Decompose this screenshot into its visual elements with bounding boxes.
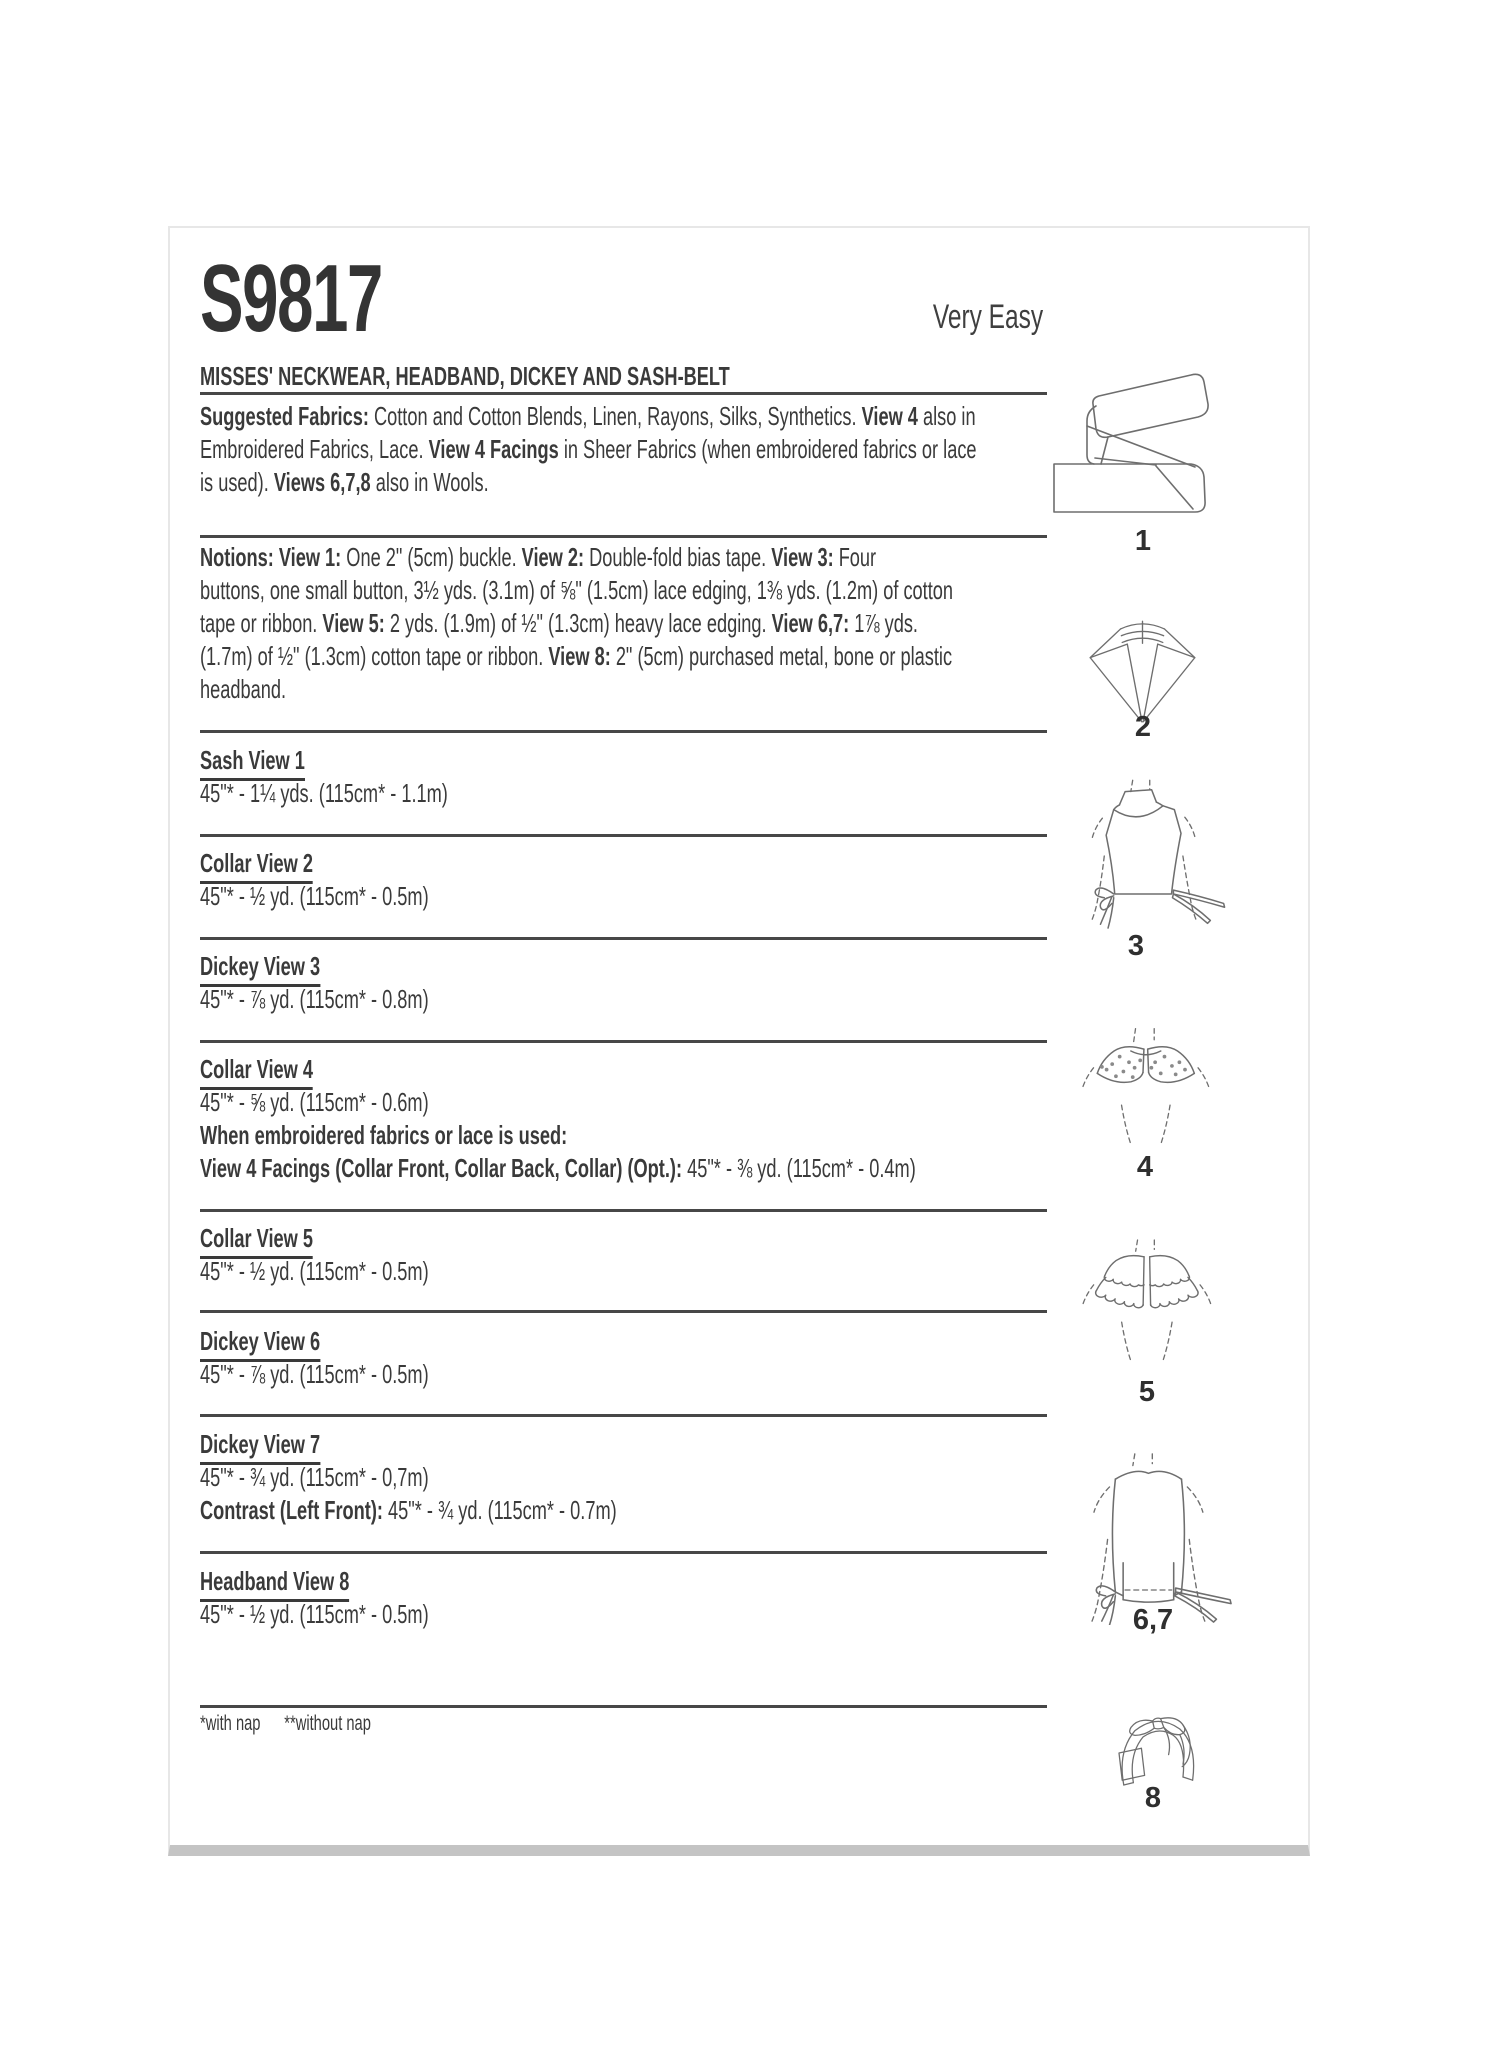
view-5-label: 5 <box>1138 1376 1156 1408</box>
section-divider <box>200 1414 1047 1417</box>
section-title: Collar View 5 <box>200 1222 313 1259</box>
sash-view-1-illustration <box>1042 360 1247 525</box>
section-note: When embroidered fabrics or lace is used: <box>200 1120 568 1150</box>
contrast-value: 45"* - ¾ yd. (115cm* - 0.7m) <box>382 1495 617 1525</box>
section-divider <box>200 1705 1047 1708</box>
paragraph-line: Notions: View 1: One 2" (5cm) buckle. View 2: Double-fold bias tape. View 3: Four <box>200 542 877 572</box>
section-divider <box>200 1310 1047 1313</box>
nap-footnote <box>200 1710 395 1738</box>
section-divider <box>200 392 1047 395</box>
without-nap-note: **without nap <box>284 1712 371 1735</box>
view-1-label: 1 <box>1134 525 1152 557</box>
section-extra-line <box>200 1494 793 1527</box>
pattern-envelope-back <box>168 226 1310 1856</box>
yardage-section-collar-view-4 <box>200 1053 1047 1185</box>
section-yardage: 45"* - ½ yd. (115cm* - 0.5m) <box>200 1256 429 1286</box>
facings-value: 45"* - ⅜ yd. (115cm* - 0.4m) <box>682 1153 916 1183</box>
paragraph-line: (1.7m) of ½" (1.3cm) cotton tape or ribbon. View 8: 2" (5cm) purchased metal, bone or plastic <box>200 641 953 671</box>
yardage-section-collar-view-5 <box>200 1222 1047 1288</box>
section-yardage: 45"* - ⅞ yd. (115cm* - 0.5m) <box>200 1359 429 1389</box>
section-yardage: 45"* - 1¼ yds. (115cm* - 1.1m) <box>200 778 448 808</box>
with-nap-note: *with nap <box>200 1712 261 1735</box>
section-title: Collar View 2 <box>200 847 313 884</box>
section-divider <box>200 1551 1047 1554</box>
collar-view-2-illustration <box>1075 596 1210 726</box>
collar-view-5-illustration <box>1075 1236 1215 1372</box>
section-title: Dickey View 7 <box>200 1428 320 1465</box>
section-title: Dickey View 6 <box>200 1325 320 1362</box>
yardage-section-headband-view-8 <box>200 1565 1047 1631</box>
yardage-section-dickey-view-7 <box>200 1428 1047 1527</box>
views-6-7-label: 6,7 <box>1132 1604 1174 1636</box>
yardage-section-dickey-view-6 <box>200 1325 1047 1391</box>
paragraph-line: Embroidered Fabrics, Lace. View 4 Facings in Sheer Fabrics (when embroidered fabrics or lace <box>200 434 977 464</box>
suggested-fabrics-paragraph <box>200 400 1047 499</box>
view-2-label: 2 <box>1134 711 1152 743</box>
pattern-subtitle: MISSES' NECKWEAR, HEADBAND, DICKEY AND SASH-BELT <box>200 361 730 391</box>
paragraph-line: Suggested Fabrics: Cotton and Cotton Blends, Linen, Rayons, Silks, Synthetics. View 4 also in <box>200 401 976 431</box>
section-title: Collar View 4 <box>200 1053 313 1090</box>
facings-label: View 4 Facings (Collar Front, Collar Back, Collar) (Opt.): <box>200 1153 683 1183</box>
section-yardage: 45"* - ⅞ yd. (115cm* - 0.8m) <box>200 984 429 1014</box>
paragraph-line: is used). Views 6,7,8 also in Wools. <box>200 467 489 497</box>
dickey-views-6-7-illustration <box>1053 1450 1238 1625</box>
view-4-label: 4 <box>1136 1151 1154 1183</box>
yardage-section-sash-view-1 <box>200 744 1047 810</box>
section-title: Dickey View 3 <box>200 950 320 987</box>
dickey-view-3-illustration <box>1055 776 1235 938</box>
section-divider <box>200 730 1047 733</box>
yardage-section-dickey-view-3 <box>200 950 1047 1016</box>
section-yardage: 45"* - ½ yd. (115cm* - 0.5m) <box>200 1599 429 1629</box>
section-divider <box>200 937 1047 940</box>
section-extra-line <box>200 1152 916 1185</box>
section-divider <box>200 834 1047 837</box>
paragraph-line: headband. <box>200 674 287 704</box>
paragraph-line: buttons, one small button, 3½ yds. (3.1m) of ⅝" (1.5cm) lace edging, 1⅜ yds. (1.2m) of cotton <box>200 575 954 605</box>
section-yardage: 45"* - ¾ yd. (115cm* - 0,7m) <box>200 1462 429 1492</box>
contrast-label: Contrast (Left Front): <box>200 1495 383 1525</box>
collar-view-4-illustration <box>1073 1023 1213 1163</box>
section-title: Sash View 1 <box>200 744 305 781</box>
view-3-label: 3 <box>1127 930 1145 962</box>
section-divider <box>200 535 1047 538</box>
section-divider <box>200 1209 1047 1212</box>
section-yardage: 45"* - ⅝ yd. (115cm* - 0.6m) <box>200 1087 429 1117</box>
section-divider <box>200 1040 1047 1043</box>
yardage-section-collar-view-2 <box>200 847 1047 913</box>
pattern-number: S9817 <box>200 245 382 352</box>
paragraph-line: tape or ribbon. View 5: 2 yds. (1.9m) of ½" (1.3cm) heavy lace edging. View 6,7: 1⅞ yds. <box>200 608 918 638</box>
section-yardage: 45"* - ½ yd. (115cm* - 0.5m) <box>200 881 429 911</box>
difficulty-rating: Very Easy <box>932 298 1043 336</box>
view-8-label: 8 <box>1144 1782 1162 1814</box>
notions-paragraph <box>200 541 1047 706</box>
section-title: Headband View 8 <box>200 1565 349 1602</box>
